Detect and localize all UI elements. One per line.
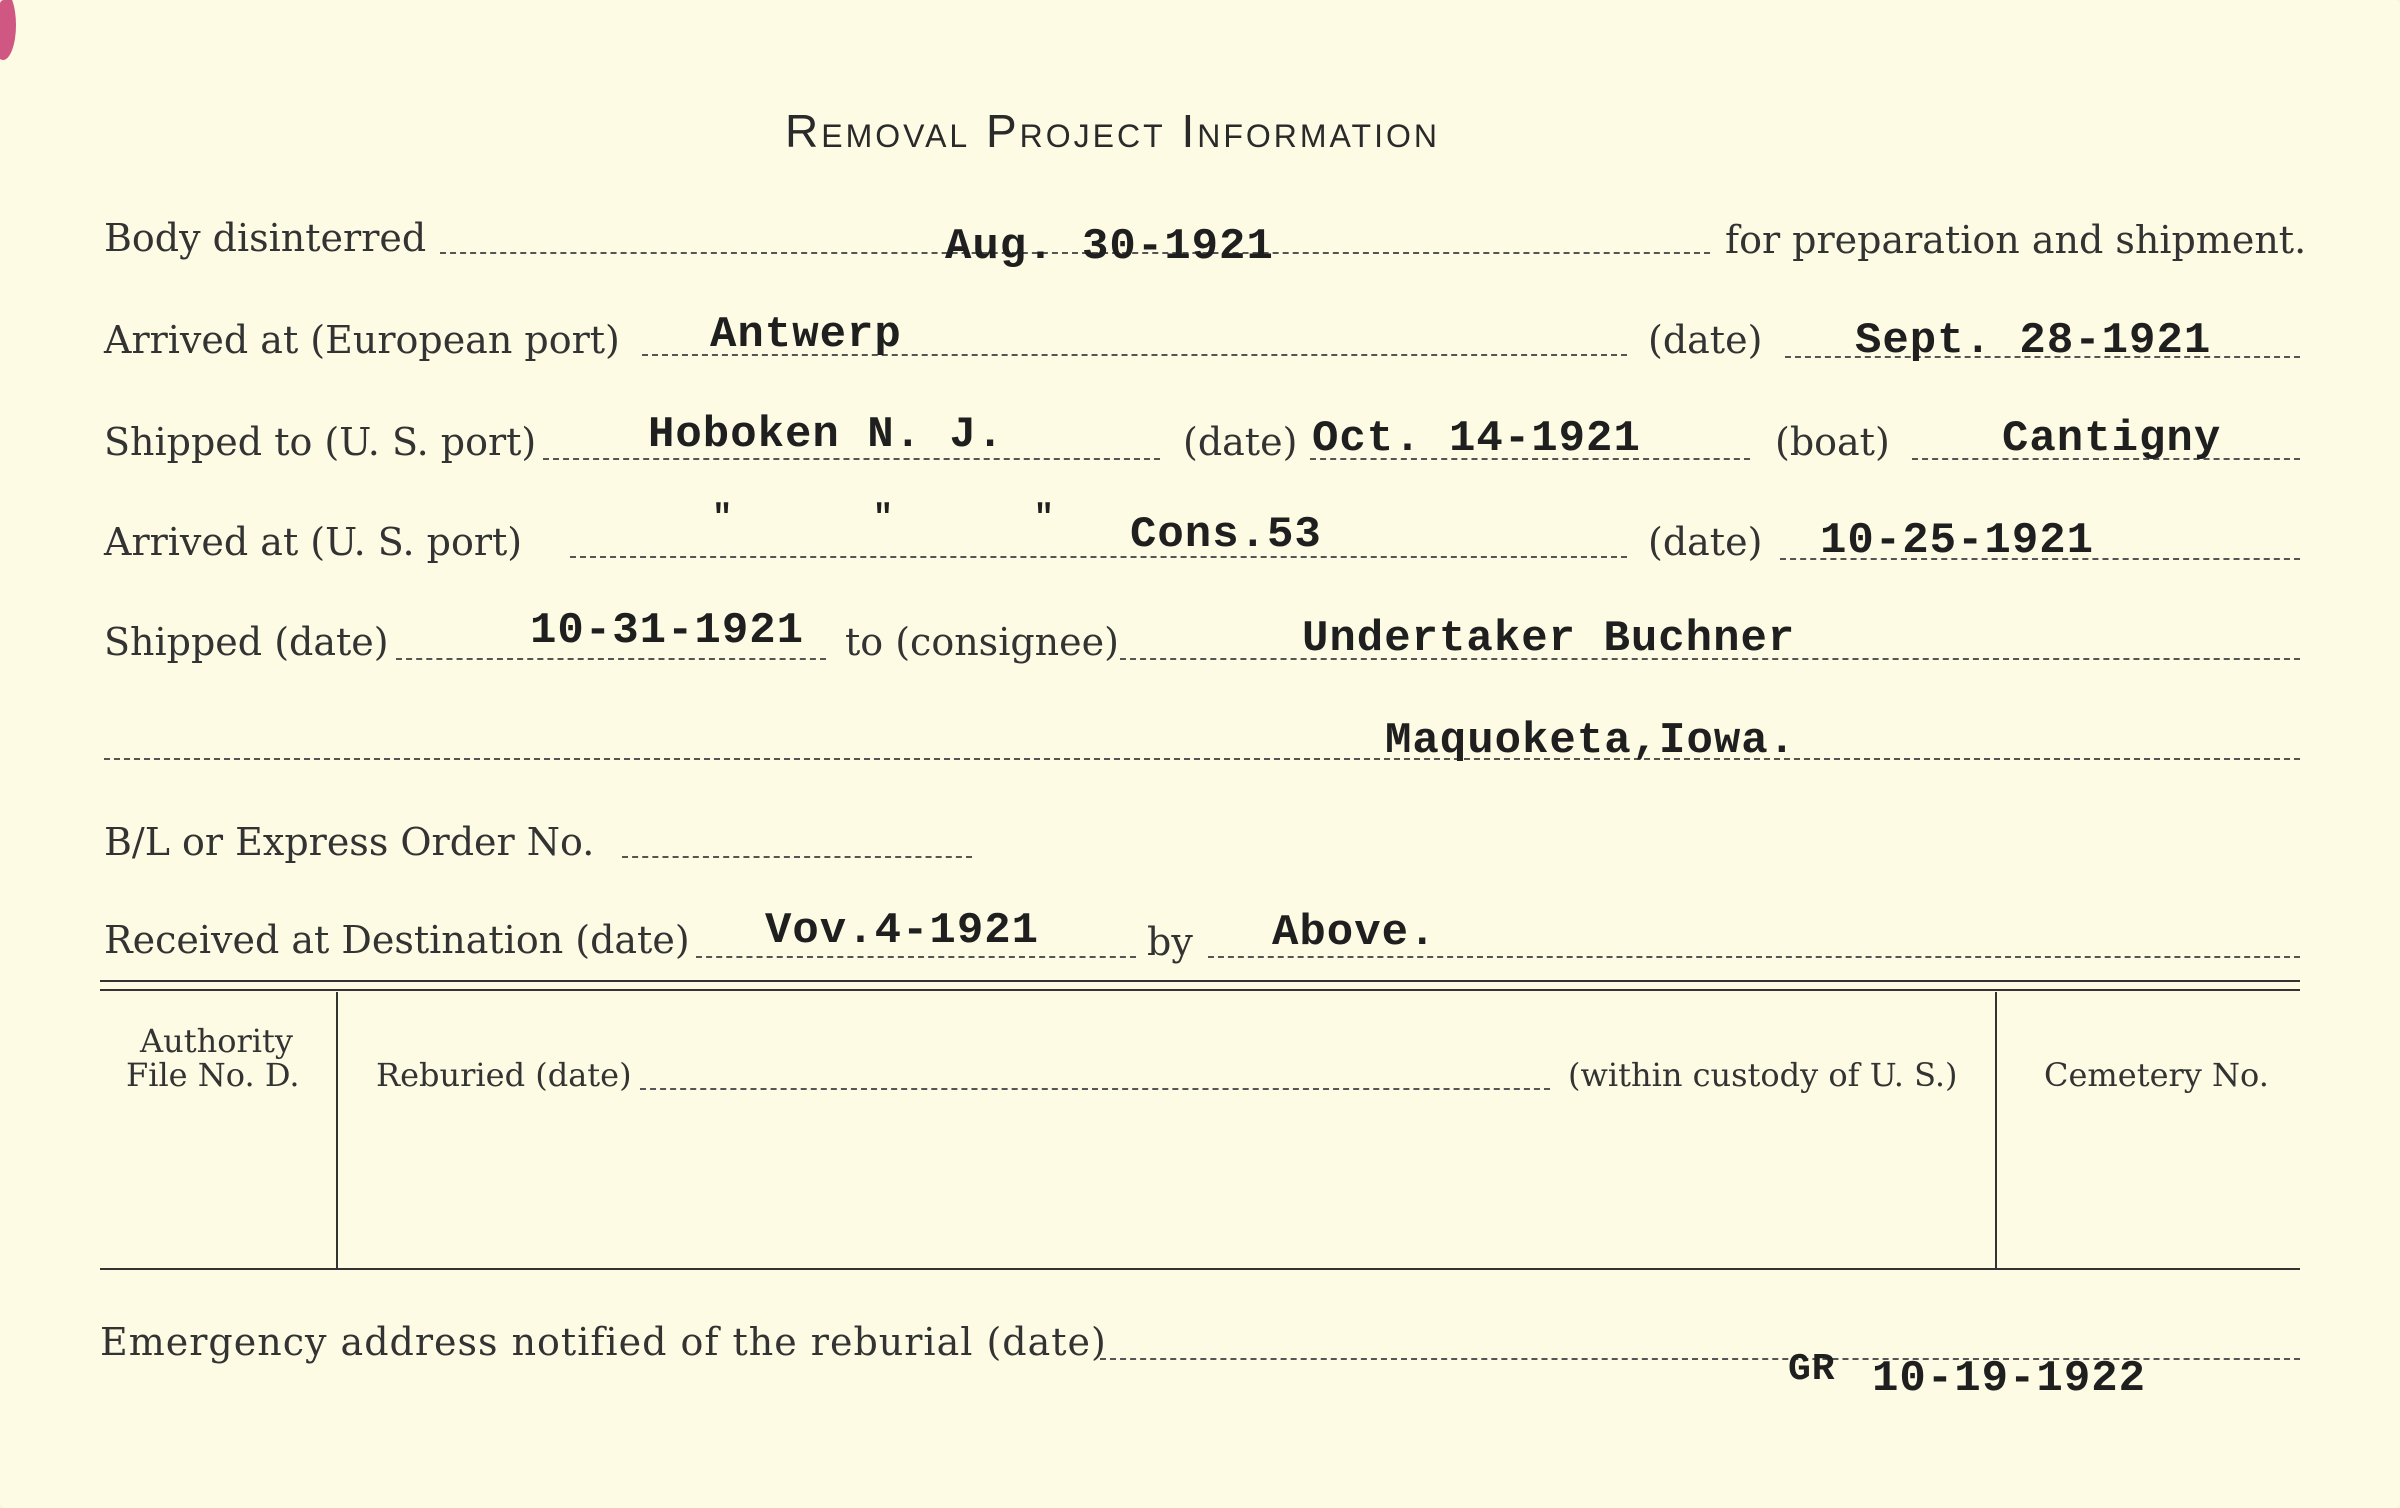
arrived-eu-date: Sept. 28-1921 [1855, 316, 2212, 366]
arrived-us-date: 10-25-1921 [1820, 516, 2095, 566]
body-disinterred-label: Body disinterred [104, 216, 427, 260]
separator-rule [100, 989, 2300, 991]
arrived-us-date-label: (date) [1648, 520, 1763, 564]
arrived-eu-value: Antwerp [710, 310, 902, 360]
boat-label: (boat) [1775, 420, 1890, 464]
received-value: Vov.4-1921 [765, 906, 1040, 956]
separator-rule [100, 1268, 2300, 1270]
arrived-eu-date-label: (date) [1648, 318, 1763, 362]
reburied-label: Reburied (date) [376, 1056, 632, 1094]
shipped-us-date: Oct. 14-1921 [1312, 414, 1641, 464]
dotted-leader [640, 1088, 1550, 1090]
separator-rule [100, 980, 2300, 982]
cemetery-label: Cemetery No. [2044, 1056, 2269, 1094]
form-title: Removal Project Information [785, 105, 1440, 157]
arrived-eu-label: Arrived at (European port) [104, 318, 620, 362]
shipped-us-label: Shipped to (U. S. port) [104, 420, 537, 464]
emergency-value: 10-19-1922 [1872, 1354, 2147, 1404]
body-disinterred-value: Aug. 30-1921 [945, 222, 1274, 272]
column-divider [1995, 992, 1997, 1268]
received-label: Received at Destination (date) [104, 918, 690, 962]
bl-label: B/L or Express Order No. [104, 820, 595, 864]
dotted-leader [396, 658, 826, 660]
shipped-us-date-label: (date) [1183, 420, 1298, 464]
arrived-us-ditto: " " " [712, 500, 1115, 538]
by-label: by [1147, 920, 1193, 964]
ink-mark [0, 0, 16, 60]
emergency-label: Emergency address notified of the reburial (date) [100, 1320, 1107, 1364]
arrived-us-label: Arrived at (U. S. port) [104, 520, 523, 564]
arrived-us-value: Cons.53 [1130, 510, 1322, 560]
body-disinterred-suffix: for preparation and shipment. [1725, 218, 2307, 262]
shipped-date-value: 10-31-1921 [530, 606, 805, 656]
consignee-address: Maquoketa,Iowa. [1385, 716, 1797, 766]
custody-label: (within custody of U. S.) [1568, 1056, 1958, 1094]
authority-label-2: File No. D. [126, 1056, 300, 1094]
shipped-date-label: Shipped (date) [104, 620, 389, 664]
boat-value: Cantigny [2002, 414, 2222, 464]
emergency-initials: GR [1788, 1348, 1836, 1391]
dotted-leader [622, 856, 972, 858]
consignee-value: Undertaker Buchner [1302, 614, 1796, 664]
column-divider [336, 992, 338, 1268]
shipped-us-value: Hoboken N. J. [648, 410, 1005, 460]
authority-label-1: Authority [140, 1022, 293, 1060]
dotted-leader [104, 758, 2300, 760]
dotted-leader [696, 956, 1136, 958]
consignee-label: to (consignee) [845, 620, 1119, 664]
dotted-leader [570, 556, 1627, 558]
by-value: Above. [1272, 908, 1437, 958]
